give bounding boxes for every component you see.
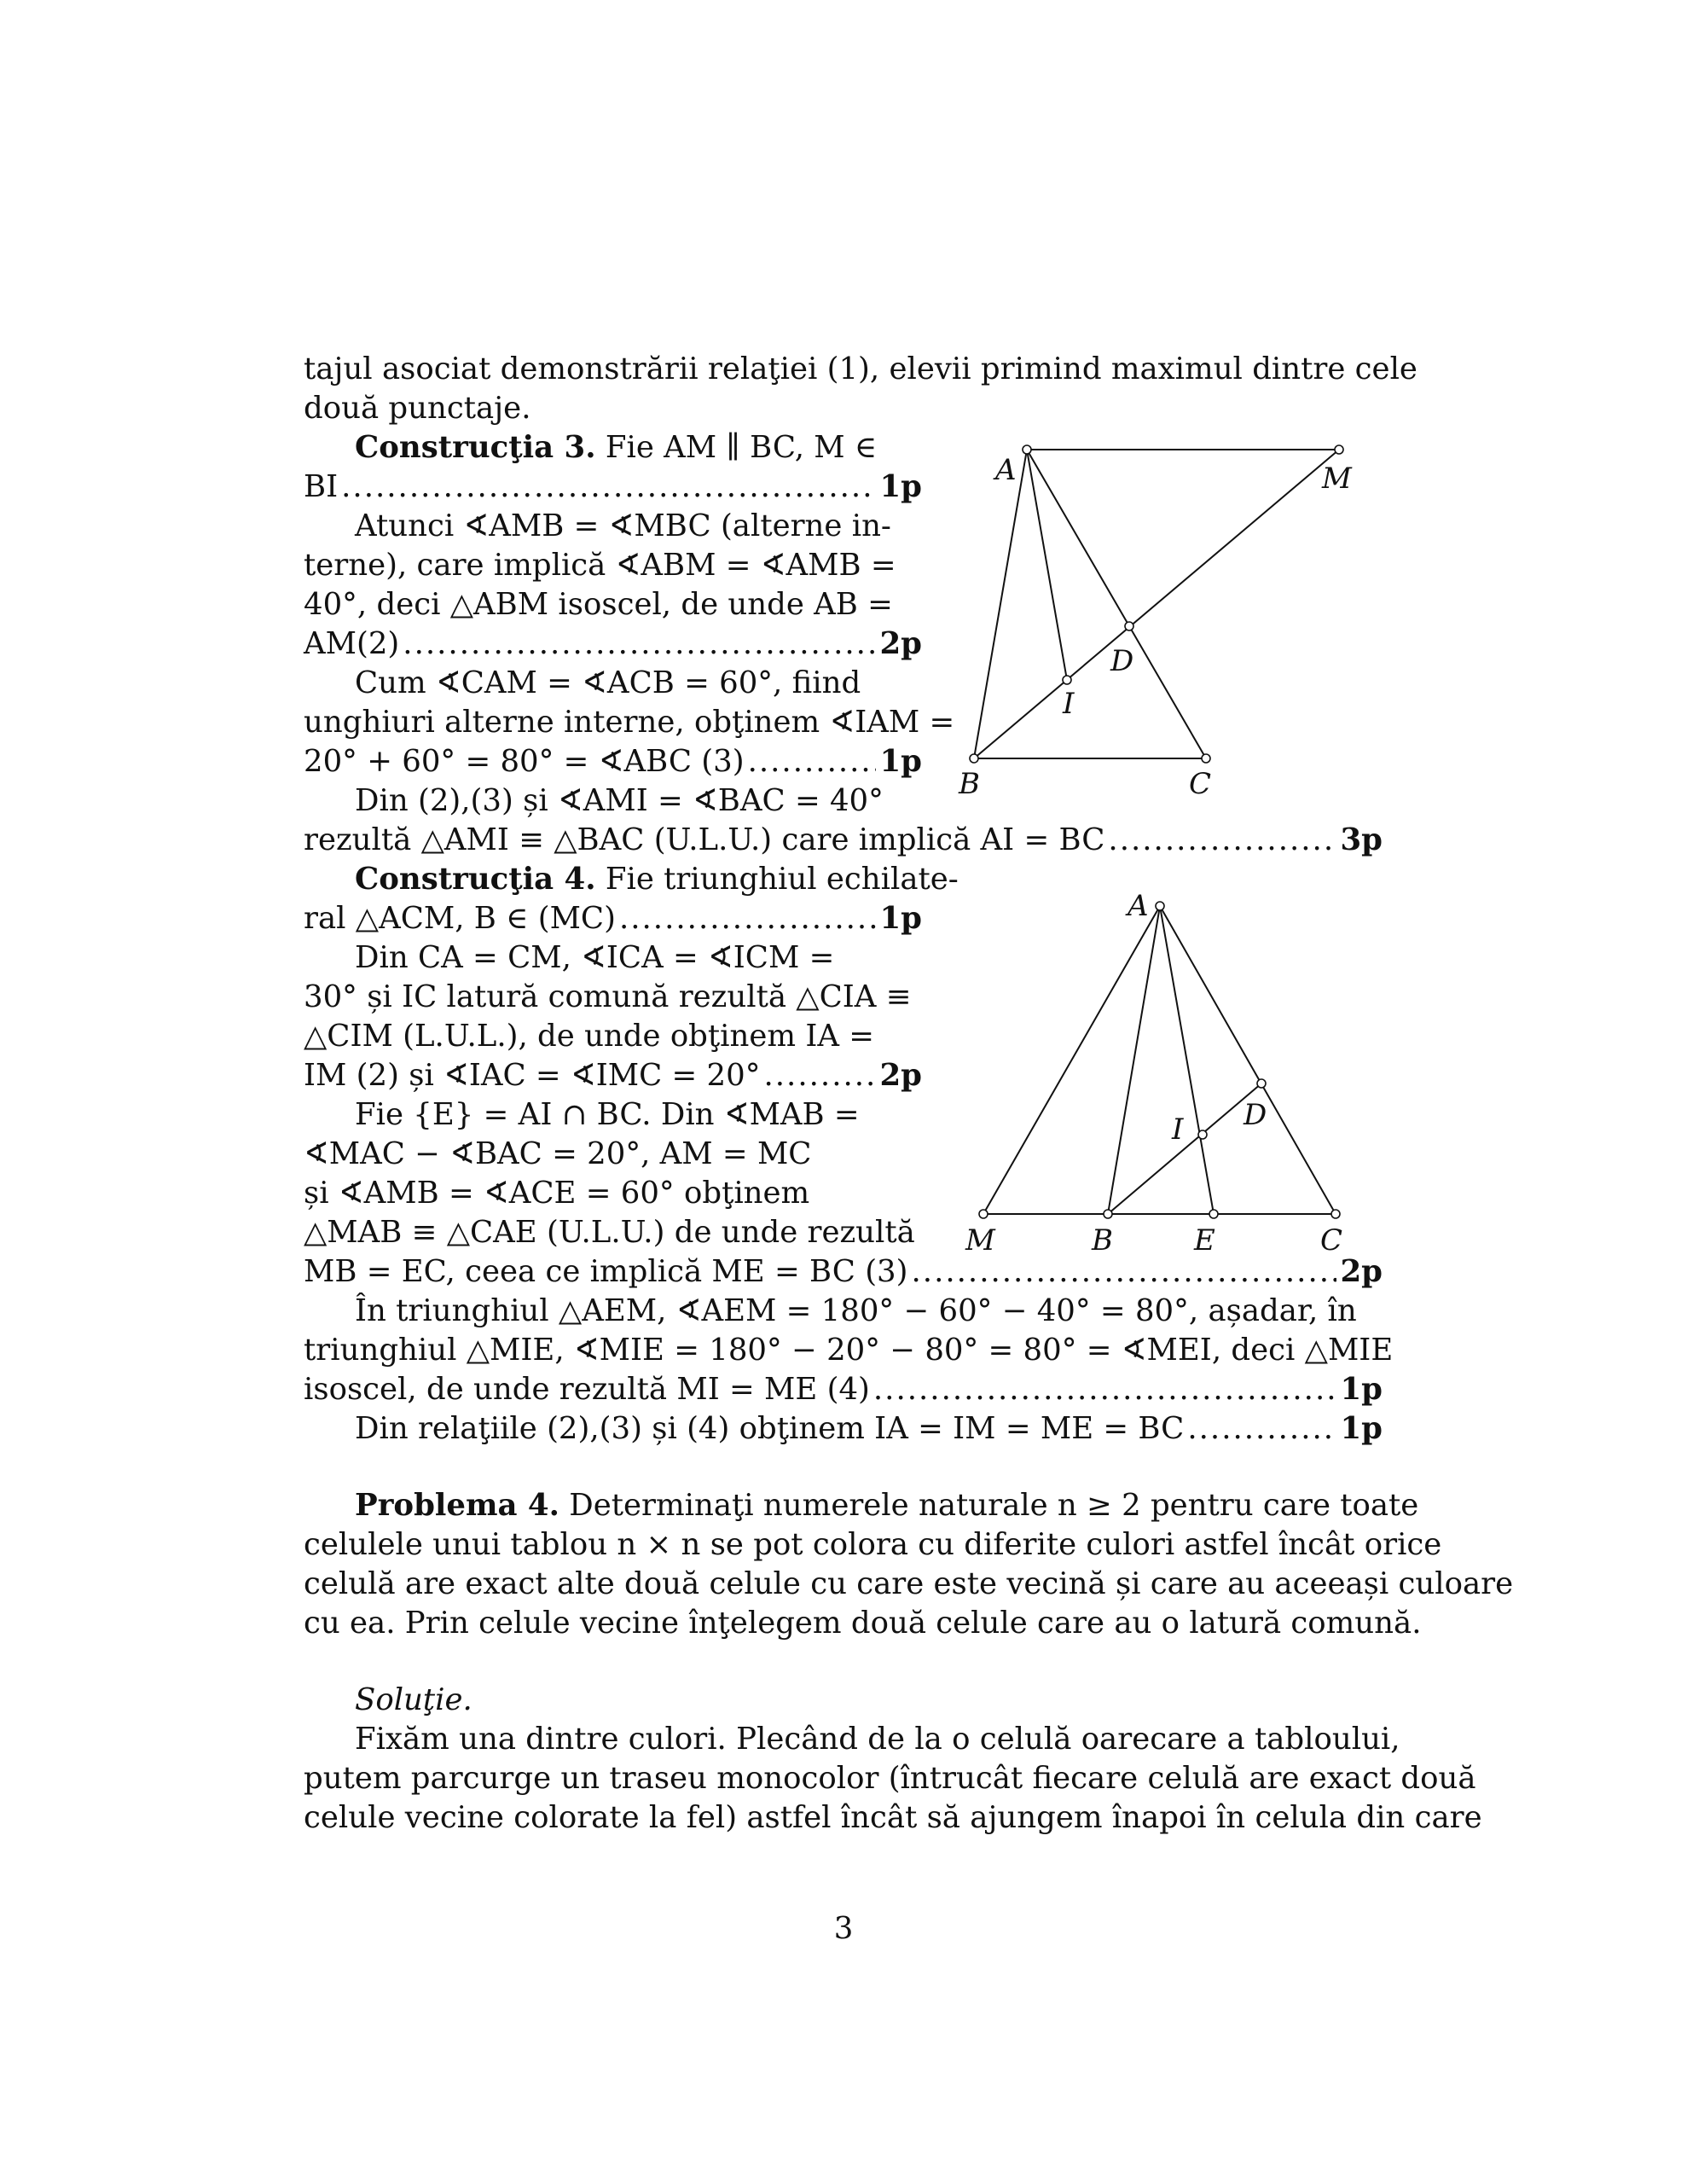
c3-line-9: 20° + 60° = 80° = ∢ABC (3) ..... 1p [304,742,922,781]
point-I [1198,1130,1207,1139]
point-A [1023,445,1031,454]
label-M: M [965,1223,995,1258]
c3-line-1: Construcţia 3. Fie AM ∥ BC, M ∈ [355,430,878,465]
figure-construction-4 [938,879,1382,1263]
c3-line-11: rezultă △AMI ≡ △BAC (U.L.U.) care implică AI = BC ..... 3p [304,821,1383,860]
point-I [1063,676,1071,684]
point-E [1209,1210,1218,1218]
c4-line-5: △CIM (L.U.L.), de unde obţinem IA = [304,1019,875,1054]
c4-line-6: IM (2) și ∢IAC = ∢IMC = 20° ..... 2p [304,1056,922,1095]
solution-title: Soluţie. [355,1682,472,1717]
solution-line-2: putem parcurge un traseu monocolor (întrucât fiecare celulă are exact două [304,1761,1476,1796]
solution-line-3: celule vecine colorate la fel) astfel încât să ajungem înapoi în celula din care [304,1800,1482,1835]
c4-line-3: Din CA = CM, ∢ICA = ∢ICM = [355,940,835,975]
label-B: B [959,767,980,801]
c4-line-13: triunghiul △MIE, ∢MIE = 180° − 20° − 80° = 80° = ∢MEI, deci △MIE [304,1333,1394,1368]
label-E: E [1194,1223,1215,1258]
label-C: C [1189,767,1212,801]
figure-construction-3 [938,427,1382,819]
point-B [970,754,978,763]
c3-heading: Construcţia 3. [355,430,596,465]
c4-line-15: Din relaţiile (2),(3) și (4) obţinem IA = IM = ME = BC ..... 1p [304,1409,1383,1449]
c4-line-14: isoscel, de unde rezultă MI = ME (4) ..... 1p [304,1370,1383,1409]
segment-BM [974,450,1339,758]
p4-line-1: Problema 4. Determinaţi numerele naturale n ≥ 2 pentru care toate [355,1488,1419,1523]
label-I: I [1172,1112,1184,1147]
label-D: D [1110,644,1134,678]
label-A: A [995,453,1017,487]
c3-line-5: 40°, deci △ABM isoscel, de unde AB = [304,587,893,622]
c3-line-6: AM(2) ..... 2p [304,624,922,664]
point-A [1156,902,1164,910]
point-B [1104,1210,1112,1218]
c4-line-7: Fie {E} = AI ∩ BC. Din ∢MAB = [355,1097,860,1132]
c4-line-8: ∢MAC − ∢BAC = 20°, AM = MC [304,1136,812,1171]
label-C: C [1320,1223,1343,1258]
c3-line-2: BI ..... 1p [304,468,922,507]
c4-line-4: 30° și IC latură comună rezultă △CIA ≡ [304,979,912,1014]
c3-line-10: Din (2),(3) și ∢AMI = ∢BAC = 40° [355,783,884,818]
point-D [1257,1079,1266,1088]
label-A: A [1128,889,1149,923]
p4-line-3: celulă are exact alte două celule cu care este vecină și care au aceeași culoare [304,1566,1514,1601]
point-C [1202,754,1210,763]
c4-line-2: ral △ACM, B ∈ (MC) ..... 1p [304,899,922,938]
label-D: D [1244,1098,1267,1132]
intro-line-2: două punctaje. [304,391,531,426]
segment-BD [1108,1083,1261,1214]
label-I: I [1063,687,1075,721]
point-M [979,1210,988,1218]
c3-line-8: unghiuri alterne interne, obţinem ∢IAM = [304,705,955,740]
page-number: 3 [833,1911,854,1946]
c4-line-1: Construcţia 4. Fie triunghiul echilate- [355,862,959,897]
point-D [1125,622,1133,630]
p4-line-2: celulele unui tablou n × n se pot colora cu diferite culori astfel încât orice [304,1527,1442,1562]
segment-AB [974,450,1027,758]
label-B: B [1092,1223,1113,1258]
solution-line-1: Fixăm una dintre culori. Plecând de la o celulă oarecare a tabloului, [355,1722,1400,1757]
c4-heading: Construcţia 4. [355,862,596,897]
c4-line-9: și ∢AMB = ∢ACE = 60° obţinem [304,1176,810,1211]
p4-heading: Problema 4. [355,1488,559,1523]
c3-line-7: Cum ∢CAM = ∢ACB = 60°, fiind [355,665,861,700]
intro-line-1: tajul asociat demonstrării relaţiei (1), elevii primind maximul dintre cele [304,351,1417,386]
c4-line-10: △MAB ≡ △CAE (U.L.U.) de unde rezultă [304,1215,915,1250]
c3-line-4: terne), care implică ∢ABM = ∢AMB = [304,548,896,583]
p4-line-4: cu ea. Prin celule vecine înţelegem două celule care au o latură comună. [304,1606,1422,1641]
point-M [1335,445,1343,454]
c4-line-11: MB = EC, ceea ce implică ME = BC (3) ..... 2p [304,1252,1383,1292]
c3-line-3: Atunci ∢AMB = ∢MBC (alterne in- [355,508,891,543]
label-M: M [1322,462,1352,496]
point-C [1331,1210,1340,1218]
c4-line-12: În triunghiul △AEM, ∢AEM = 180° − 60° − 40° = 80°, așadar, în [355,1293,1357,1328]
